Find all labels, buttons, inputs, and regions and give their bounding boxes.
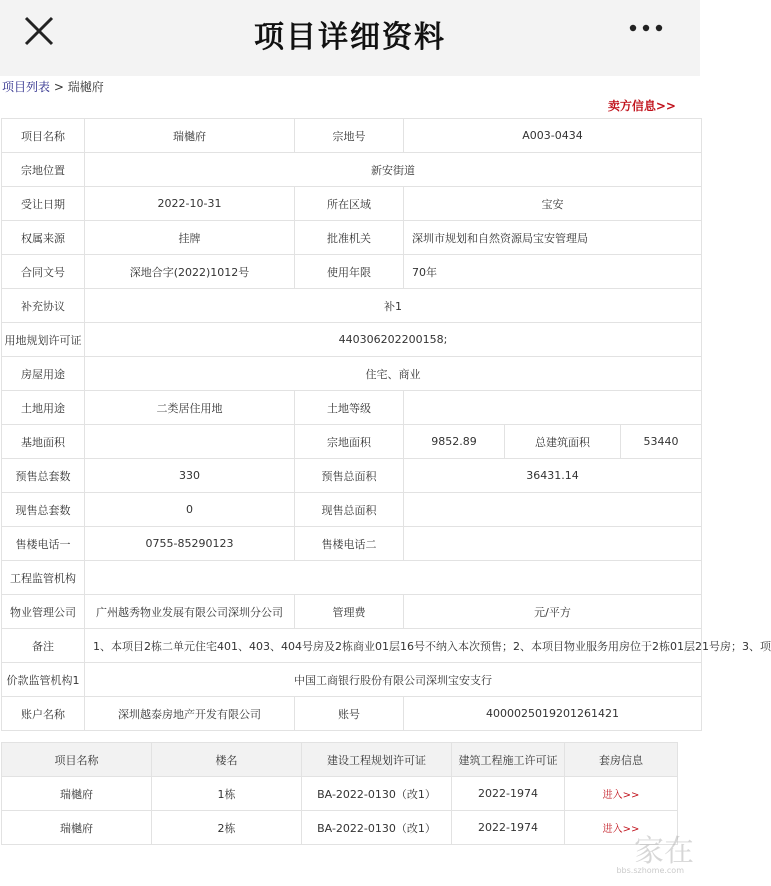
table-row bbox=[2, 391, 702, 425]
contract-value: 深地合字(2022)1012号 bbox=[85, 255, 295, 289]
col-header-building: 楼名 bbox=[152, 743, 302, 777]
table-row bbox=[2, 777, 678, 811]
table-row bbox=[2, 323, 702, 357]
phone2-value bbox=[404, 527, 702, 561]
account-name-value: 深圳越泰房地产开发有限公司 bbox=[85, 697, 295, 731]
pm-label: 物业管理公司 bbox=[2, 595, 85, 629]
term-value: 70年 bbox=[404, 255, 702, 289]
district-value: 宝安 bbox=[404, 187, 702, 221]
table-row bbox=[2, 663, 702, 697]
watermark-url: bbs.szhome.com bbox=[616, 866, 684, 875]
base-area-label: 基地面积 bbox=[2, 425, 85, 459]
breadcrumb-current: 瑞樾府 bbox=[67, 80, 104, 94]
location-value: 新安街道 bbox=[85, 153, 702, 187]
table-row bbox=[2, 119, 702, 153]
col-header-room-info: 套房信息 bbox=[565, 743, 678, 777]
row-building: 2栋 bbox=[152, 811, 302, 845]
row-build-permit: 2022-1974 bbox=[452, 811, 565, 845]
table-row bbox=[2, 153, 702, 187]
contract-label: 合同文号 bbox=[2, 255, 85, 289]
table-row bbox=[2, 493, 702, 527]
building-table bbox=[1, 742, 678, 845]
breadcrumb-separator: > bbox=[50, 80, 68, 94]
permit-value: 440306202200158; bbox=[85, 323, 702, 357]
parcel-no-label: 宗地号 bbox=[295, 119, 404, 153]
permit-label: 用地规划许可证 bbox=[2, 323, 85, 357]
presale-area-value: 36431.14 bbox=[404, 459, 702, 493]
row-building: 1栋 bbox=[152, 777, 302, 811]
date-label: 受让日期 bbox=[2, 187, 85, 221]
fee-value: 元/平方 bbox=[404, 595, 702, 629]
table-row bbox=[2, 811, 678, 845]
table-row bbox=[2, 357, 702, 391]
presale-units-label: 预售总套数 bbox=[2, 459, 85, 493]
breadcrumb-link-project-list[interactable]: 项目列表 bbox=[2, 80, 51, 94]
supplement-value: 补1 bbox=[85, 289, 702, 323]
table-row bbox=[2, 697, 702, 731]
phone1-value: 0755-85290123 bbox=[85, 527, 295, 561]
authority-value: 深圳市规划和自然资源局宝安管理局 bbox=[404, 221, 702, 255]
district-label: 所在区域 bbox=[295, 187, 404, 221]
row-plan-permit: BA-2022-0130（改1） bbox=[302, 811, 452, 845]
col-header-plan-permit: 建设工程规划许可证 bbox=[302, 743, 452, 777]
land-grade-value bbox=[404, 391, 702, 425]
enter-link[interactable]: 进入>> bbox=[602, 790, 640, 801]
col-header-build-permit: 建筑工程施工许可证 bbox=[452, 743, 565, 777]
table-row bbox=[2, 187, 702, 221]
authority-label: 批准机关 bbox=[295, 221, 404, 255]
table-row bbox=[2, 595, 702, 629]
price-org-label: 价款监管机构1 bbox=[2, 663, 85, 697]
base-area-value bbox=[85, 425, 295, 459]
phone2-label: 售楼电话二 bbox=[295, 527, 404, 561]
table-row bbox=[2, 221, 702, 255]
table-row bbox=[2, 527, 702, 561]
table-row bbox=[2, 255, 702, 289]
more-icon[interactable] bbox=[628, 18, 664, 38]
parcel-area-value: 9852.89 bbox=[404, 425, 505, 459]
house-use-value: 住宅、商业 bbox=[85, 357, 702, 391]
project-name-value: 瑞樾府 bbox=[85, 119, 295, 153]
spot-area-label: 现售总面积 bbox=[295, 493, 404, 527]
presale-units-value: 330 bbox=[85, 459, 295, 493]
table-row bbox=[2, 629, 702, 663]
fee-label: 管理费 bbox=[295, 595, 404, 629]
account-name-label: 账户名称 bbox=[2, 697, 85, 731]
enter-link[interactable]: 进入>> bbox=[602, 824, 640, 835]
table-row bbox=[2, 459, 702, 493]
pm-value: 广州越秀物业发展有限公司深圳分公司 bbox=[85, 595, 295, 629]
breadcrumb bbox=[2, 78, 104, 95]
source-value: 挂牌 bbox=[85, 221, 295, 255]
phone1-label: 售楼电话一 bbox=[2, 527, 85, 561]
table-row bbox=[2, 561, 702, 595]
term-label: 使用年限 bbox=[295, 255, 404, 289]
project-detail-table bbox=[1, 118, 771, 731]
presale-area-label: 预售总面积 bbox=[295, 459, 404, 493]
table-header-row bbox=[2, 743, 678, 777]
account-no-value: 4000025019201261421 bbox=[404, 697, 702, 731]
total-area-label: 总建筑面积 bbox=[505, 425, 621, 459]
account-no-label: 账号 bbox=[295, 697, 404, 731]
row-project: 瑞樾府 bbox=[2, 777, 152, 811]
watermark-logo: 家在 bbox=[634, 834, 694, 869]
project-name-label: 项目名称 bbox=[2, 119, 85, 153]
date-value: 2022-10-31 bbox=[85, 187, 295, 221]
col-header-project: 项目名称 bbox=[2, 743, 152, 777]
row-link-cell bbox=[565, 777, 678, 811]
row-project: 瑞樾府 bbox=[2, 811, 152, 845]
remark-label: 备注 bbox=[2, 629, 85, 663]
spot-area-value bbox=[404, 493, 702, 527]
top-bar bbox=[0, 0, 700, 76]
spot-units-label: 现售总套数 bbox=[2, 493, 85, 527]
remark-value: 1、本项目2栋二单元住宅401、403、404号房及2栋商业01层16号不纳入本次预售；2、本项目物业服务用房位于2栋01层21号房；3、项 bbox=[85, 629, 702, 663]
parcel-no-value: A003-0434 bbox=[404, 119, 702, 153]
supplement-label: 补充协议 bbox=[2, 289, 85, 323]
spot-units-value: 0 bbox=[85, 493, 295, 527]
location-label: 宗地位置 bbox=[2, 153, 85, 187]
page-title: 项目详细资料 bbox=[254, 20, 446, 55]
land-use-value: 二类居住用地 bbox=[85, 391, 295, 425]
land-grade-label: 土地等级 bbox=[295, 391, 404, 425]
parcel-area-label: 宗地面积 bbox=[295, 425, 404, 459]
seller-info-link[interactable]: 卖方信息>> bbox=[607, 99, 676, 113]
land-use-label: 土地用途 bbox=[2, 391, 85, 425]
row-plan-permit: BA-2022-0130（改1） bbox=[302, 777, 452, 811]
row-build-permit: 2022-1974 bbox=[452, 777, 565, 811]
table-row bbox=[2, 289, 702, 323]
supervisor-value bbox=[85, 561, 702, 595]
house-use-label: 房屋用途 bbox=[2, 357, 85, 391]
total-area-value: 53440 bbox=[621, 425, 702, 459]
supervisor-label: 工程监管机构 bbox=[2, 561, 85, 595]
table-row bbox=[2, 425, 702, 459]
source-label: 权属来源 bbox=[2, 221, 85, 255]
price-org-value: 中国工商银行股份有限公司深圳宝安支行 bbox=[85, 663, 702, 697]
